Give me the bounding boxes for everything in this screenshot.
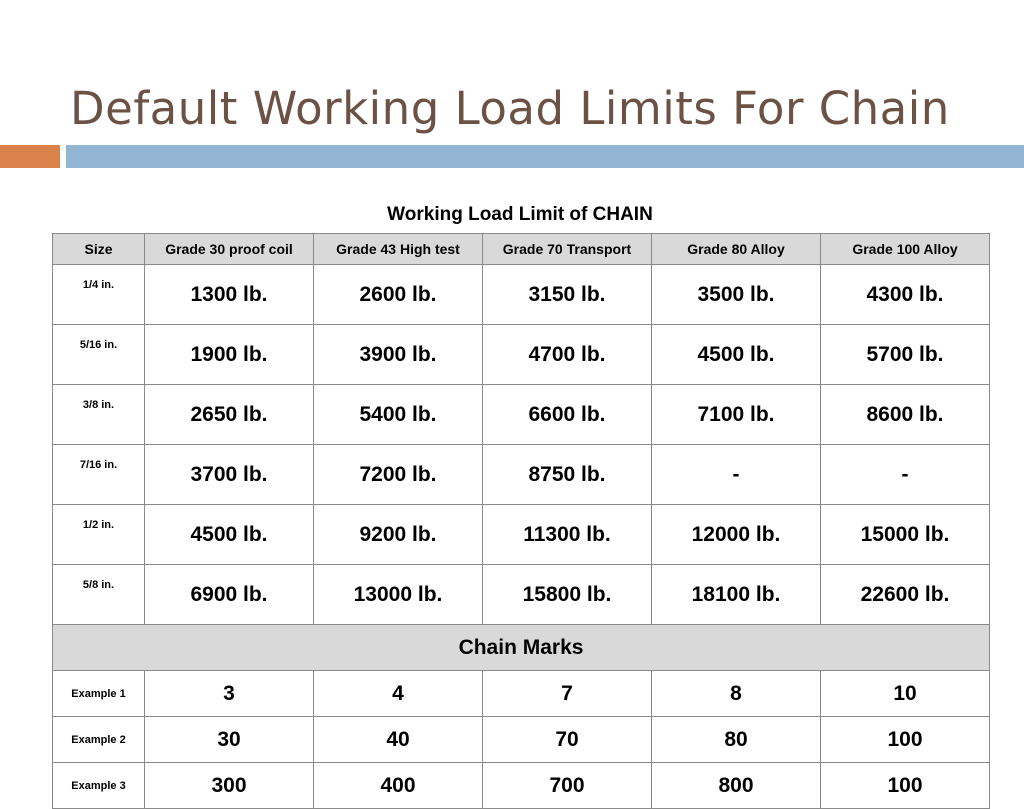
value-cell: 4500 lb. bbox=[652, 325, 821, 385]
title-accent-bar-orange bbox=[0, 145, 60, 168]
mark-cell: 4 bbox=[314, 671, 483, 717]
value-cell: 4700 lb. bbox=[483, 325, 652, 385]
value-cell: 3150 lb. bbox=[483, 265, 652, 325]
value-cell: 8600 lb. bbox=[821, 385, 990, 445]
value-cell: 11300 lb. bbox=[483, 505, 652, 565]
value-cell: 5700 lb. bbox=[821, 325, 990, 385]
value-cell: 6600 lb. bbox=[483, 385, 652, 445]
mark-cell: 7 bbox=[483, 671, 652, 717]
table-row bbox=[53, 671, 990, 717]
table-row bbox=[53, 505, 990, 565]
table-row bbox=[53, 763, 990, 809]
value-cell: 2650 lb. bbox=[145, 385, 314, 445]
table-caption: Working Load Limit of CHAIN bbox=[387, 204, 653, 225]
mark-cell: 700 bbox=[483, 763, 652, 809]
size-cell: 5/16 in. bbox=[53, 325, 145, 385]
example-label-cell: Example 2 bbox=[53, 717, 145, 763]
value-cell: 4500 lb. bbox=[145, 505, 314, 565]
value-cell: 1900 lb. bbox=[145, 325, 314, 385]
value-cell: - bbox=[821, 445, 990, 505]
value-cell: 18100 lb. bbox=[652, 565, 821, 625]
value-cell: 22600 lb. bbox=[821, 565, 990, 625]
value-cell: 3700 lb. bbox=[145, 445, 314, 505]
header-grade-43: Grade 43 High test bbox=[314, 234, 483, 265]
table-row bbox=[53, 325, 990, 385]
mark-cell: 100 bbox=[821, 717, 990, 763]
size-cell: 7/16 in. bbox=[53, 445, 145, 505]
value-cell: 3900 lb. bbox=[314, 325, 483, 385]
mark-cell: 70 bbox=[483, 717, 652, 763]
mark-cell: 30 bbox=[145, 717, 314, 763]
value-cell: 12000 lb. bbox=[652, 505, 821, 565]
value-cell: 15000 lb. bbox=[821, 505, 990, 565]
table-header-row bbox=[53, 234, 990, 265]
size-cell: 5/8 in. bbox=[53, 565, 145, 625]
header-grade-30: Grade 30 proof coil bbox=[145, 234, 314, 265]
value-cell: 15800 lb. bbox=[483, 565, 652, 625]
mark-cell: 100 bbox=[821, 763, 990, 809]
table-row bbox=[53, 385, 990, 445]
mark-cell: 3 bbox=[145, 671, 314, 717]
header-size: Size bbox=[53, 234, 145, 265]
table-row bbox=[53, 717, 990, 763]
value-cell: 1300 lb. bbox=[145, 265, 314, 325]
value-cell: 6900 lb. bbox=[145, 565, 314, 625]
example-label-cell: Example 1 bbox=[53, 671, 145, 717]
mark-cell: 40 bbox=[314, 717, 483, 763]
section-row bbox=[53, 625, 990, 671]
slide-title: Default Working Load Limits For Chain bbox=[70, 82, 950, 135]
mark-cell: 8 bbox=[652, 671, 821, 717]
mark-cell: 800 bbox=[652, 763, 821, 809]
value-cell: 4300 lb. bbox=[821, 265, 990, 325]
size-cell: 3/8 in. bbox=[53, 385, 145, 445]
table-row bbox=[53, 265, 990, 325]
size-cell: 1/4 in. bbox=[53, 265, 145, 325]
value-cell: 7200 lb. bbox=[314, 445, 483, 505]
value-cell: 5400 lb. bbox=[314, 385, 483, 445]
value-cell: 7100 lb. bbox=[652, 385, 821, 445]
size-cell: 1/2 in. bbox=[53, 505, 145, 565]
mark-cell: 300 bbox=[145, 763, 314, 809]
header-grade-70: Grade 70 Transport bbox=[483, 234, 652, 265]
value-cell: - bbox=[652, 445, 821, 505]
value-cell: 13000 lb. bbox=[314, 565, 483, 625]
mark-cell: 10 bbox=[821, 671, 990, 717]
value-cell: 2600 lb. bbox=[314, 265, 483, 325]
mark-cell: 400 bbox=[314, 763, 483, 809]
value-cell: 3500 lb. bbox=[652, 265, 821, 325]
title-accent-bar-blue bbox=[66, 145, 1024, 168]
header-grade-80: Grade 80 Alloy bbox=[652, 234, 821, 265]
value-cell: 9200 lb. bbox=[314, 505, 483, 565]
value-cell: 8750 lb. bbox=[483, 445, 652, 505]
table-row bbox=[53, 445, 990, 505]
mark-cell: 80 bbox=[652, 717, 821, 763]
working-load-limit-table bbox=[52, 233, 990, 809]
header-grade-100: Grade 100 Alloy bbox=[821, 234, 990, 265]
table-row bbox=[53, 565, 990, 625]
section-title: Chain Marks bbox=[53, 625, 990, 671]
example-label-cell: Example 3 bbox=[53, 763, 145, 809]
